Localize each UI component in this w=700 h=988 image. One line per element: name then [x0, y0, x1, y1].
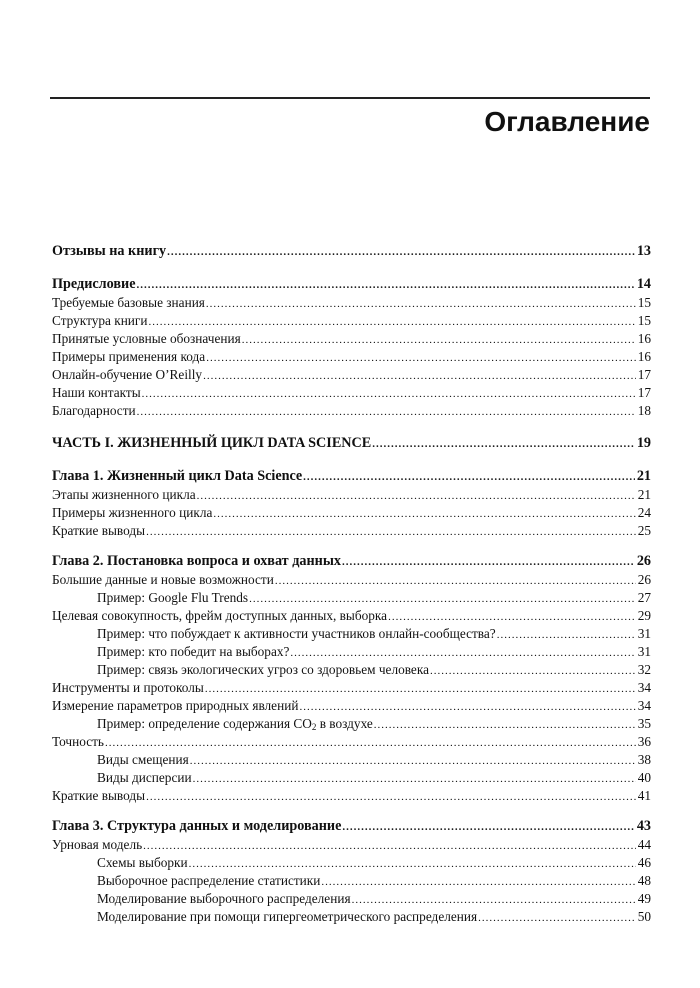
- toc-entry-title: Пример: что побуждает к активности участников онлайн-сообщества?: [52, 625, 497, 643]
- toc-entry-page: 50: [637, 909, 651, 924]
- page-title: Оглавление: [484, 106, 650, 137]
- leader-dots: [352, 891, 636, 909]
- toc-entry-page: 48: [637, 873, 651, 888]
- toc-entry[interactable]: [52, 402, 651, 420]
- leader-dots: [213, 505, 635, 523]
- toc-entry-title: Примеры применения кода: [52, 349, 206, 364]
- toc-entry[interactable]: [52, 486, 651, 504]
- toc-entry-page: 34: [637, 680, 651, 695]
- toc-entry-title: Отзывы на книгу: [52, 243, 167, 259]
- subscript: 2: [311, 722, 317, 732]
- toc-entry-title: Пример: связь экологических угроз со здоровьем человека: [52, 661, 430, 679]
- toc-entry-reviews[interactable]: [52, 241, 651, 261]
- leader-dots: [374, 716, 636, 734]
- leader-dots: [167, 242, 635, 262]
- leader-dots: [146, 788, 636, 806]
- leader-dots: [299, 698, 635, 716]
- toc-entry-title: Моделирование выборочного распределения: [52, 890, 352, 908]
- toc-entry-page: 16: [637, 349, 651, 364]
- toc-entry[interactable]: [52, 348, 651, 366]
- toc-entry-title: Измерение параметров природных явлений: [52, 698, 299, 713]
- toc-entry-title: Наши контакты: [52, 385, 141, 400]
- toc-entry[interactable]: [52, 836, 651, 854]
- leader-dots: [189, 855, 636, 873]
- leader-dots: [342, 552, 635, 572]
- leader-dots: [497, 626, 636, 644]
- toc-entry-title: Выборочное распределение статистики: [52, 872, 321, 890]
- toc-entry[interactable]: [52, 769, 651, 787]
- toc-entry[interactable]: [52, 908, 651, 926]
- leader-dots: [321, 873, 635, 891]
- toc-entry-page: 35: [637, 716, 651, 731]
- header-rule: [50, 97, 650, 99]
- toc-entry-title: Краткие выводы: [52, 788, 146, 803]
- leader-dots: [242, 331, 636, 349]
- toc-entry-title: Точность: [52, 734, 104, 749]
- toc-entry-page: 41: [637, 788, 651, 803]
- toc-entry-page: 40: [637, 770, 651, 785]
- toc-entry[interactable]: [52, 384, 651, 402]
- toc-entry-page: 31: [637, 644, 651, 659]
- leader-dots: [193, 770, 636, 788]
- leader-dots: [143, 837, 636, 855]
- toc-entry-page: 26: [637, 572, 651, 587]
- toc-entry-title: Предисловие: [52, 276, 136, 292]
- toc-entry[interactable]: [52, 330, 651, 348]
- toc-entry[interactable]: [52, 312, 651, 330]
- leader-dots: [388, 608, 636, 626]
- toc-entry[interactable]: [52, 751, 651, 769]
- toc-entry-title-part: Пример: определение содержания CO: [97, 716, 312, 731]
- leader-dots: [430, 662, 636, 680]
- toc-entry[interactable]: [52, 643, 651, 661]
- leader-dots: [290, 644, 635, 662]
- toc-entry-title: Глава 2. Постановка вопроса и охват данных: [52, 553, 341, 569]
- toc-entry[interactable]: [52, 715, 651, 733]
- leader-dots: [137, 403, 636, 421]
- toc-entry-page: 29: [637, 608, 651, 623]
- toc-entry-page: 26: [636, 553, 651, 569]
- leader-dots: [249, 590, 636, 608]
- toc-entry-title: Онлайн-обучение O’Reilly: [52, 367, 203, 382]
- leader-dots: [137, 275, 635, 295]
- toc-entry-page: 19: [636, 435, 651, 451]
- toc-entry-title: Структура книги: [52, 313, 148, 328]
- toc-entry-title: Глава 3. Структура данных и моделирование: [52, 818, 342, 834]
- leader-dots: [142, 385, 636, 403]
- toc-entry-page: 15: [637, 313, 651, 328]
- toc-entry[interactable]: [52, 607, 651, 625]
- toc-entry-title: [52, 715, 374, 733]
- toc-entry-title: Принятые условные обозначения: [52, 331, 241, 346]
- toc-entry-title: Моделирование при помощи гипергеометрического распределения: [52, 908, 478, 926]
- toc-entry-title: ЧАСТЬ I. ЖИЗНЕННЫЙ ЦИКЛ DATA SCIENCE: [52, 435, 372, 451]
- toc-entry-page: 17: [637, 367, 651, 382]
- toc-entry-title: Большие данные и новые возможности: [52, 572, 274, 587]
- toc-entry-chapter-1[interactable]: [52, 466, 651, 486]
- toc-entry[interactable]: [52, 890, 651, 908]
- toc-entry-part-1[interactable]: [52, 433, 651, 453]
- leader-dots: [303, 467, 635, 487]
- toc-entry[interactable]: [52, 872, 651, 890]
- toc-entry-page: 16: [637, 331, 651, 346]
- toc-entry-title-part: в воздухе: [316, 716, 373, 731]
- toc-entry[interactable]: [52, 366, 651, 384]
- toc-entry-title: Этапы жизненного цикла: [52, 487, 196, 502]
- toc-entry-page: 36: [637, 734, 651, 749]
- toc-entry-title: Виды смещения: [52, 751, 190, 769]
- toc-entry-page: 44: [637, 837, 651, 852]
- toc-entry-title: Целевая совокупность, фрейм доступных данных, выборка: [52, 608, 388, 623]
- leader-dots: [146, 523, 636, 541]
- toc-entry-page: 17: [637, 385, 651, 400]
- leader-dots: [478, 909, 636, 927]
- toc-entry-page: 21: [636, 468, 651, 484]
- toc-entry[interactable]: [52, 697, 651, 715]
- toc-entry-page: 27: [637, 590, 651, 605]
- toc-entry-title: Благодарности: [52, 403, 136, 418]
- leader-dots: [205, 680, 636, 698]
- leader-dots: [372, 434, 635, 454]
- toc-entry-page: 46: [637, 855, 651, 870]
- toc-entry-page: 24: [637, 505, 651, 520]
- toc-entry-title: Краткие выводы: [52, 523, 146, 538]
- toc-entry-title: Требуемые базовые знания: [52, 295, 205, 310]
- leader-dots: [203, 367, 636, 385]
- toc-entry[interactable]: [52, 589, 651, 607]
- leader-dots: [190, 752, 636, 770]
- toc-entry[interactable]: [52, 854, 651, 872]
- toc-entry-title: Урновая модель: [52, 837, 143, 852]
- toc-entry-page: 18: [637, 403, 651, 418]
- toc-entry[interactable]: [52, 571, 651, 589]
- toc-entry-page: 38: [637, 752, 651, 767]
- toc-entry-page: 49: [637, 891, 651, 906]
- toc-entry[interactable]: [52, 294, 651, 312]
- toc-entry-page: 34: [637, 698, 651, 713]
- toc-entry[interactable]: [52, 661, 651, 679]
- leader-dots: [197, 487, 636, 505]
- toc-entry-chapter-3[interactable]: [52, 816, 651, 836]
- toc-entry-page: 25: [637, 523, 651, 538]
- leader-dots: [342, 817, 634, 837]
- toc-entry-title: Пример: Google Flu Trends: [52, 589, 249, 607]
- leader-dots: [206, 295, 636, 313]
- toc-entry[interactable]: [52, 733, 651, 751]
- toc-entry[interactable]: [52, 679, 651, 697]
- toc-entry-title: Инструменты и протоколы: [52, 680, 204, 695]
- toc-entry-title: Схемы выборки: [52, 854, 189, 872]
- toc-entry-page: 32: [637, 662, 651, 677]
- table-of-contents: [52, 241, 651, 926]
- toc-entry-page: 13: [636, 243, 651, 259]
- toc-entry[interactable]: [52, 625, 651, 643]
- toc-entry-page: 15: [637, 295, 651, 310]
- toc-entry-title: Виды дисперсии: [52, 769, 193, 787]
- leader-dots: [105, 734, 636, 752]
- toc-entry-title: Глава 1. Жизненный цикл Data Science: [52, 468, 303, 484]
- toc-entry-title: Примеры жизненного цикла: [52, 505, 213, 520]
- leader-dots: [149, 313, 636, 331]
- leader-dots: [206, 349, 636, 367]
- toc-entry-preface[interactable]: [52, 274, 651, 294]
- toc-entry[interactable]: [52, 522, 651, 540]
- toc-entry-title: Пример: кто победит на выборах?: [52, 643, 290, 661]
- toc-entry-page: 31: [637, 626, 651, 641]
- toc-entry[interactable]: [52, 504, 651, 522]
- toc-entry-page: 43: [636, 818, 651, 834]
- toc-entry-page: 21: [637, 487, 651, 502]
- toc-entry-chapter-2[interactable]: [52, 551, 651, 571]
- toc-entry[interactable]: [52, 787, 651, 805]
- leader-dots: [275, 572, 636, 590]
- toc-entry-page: 14: [636, 276, 651, 292]
